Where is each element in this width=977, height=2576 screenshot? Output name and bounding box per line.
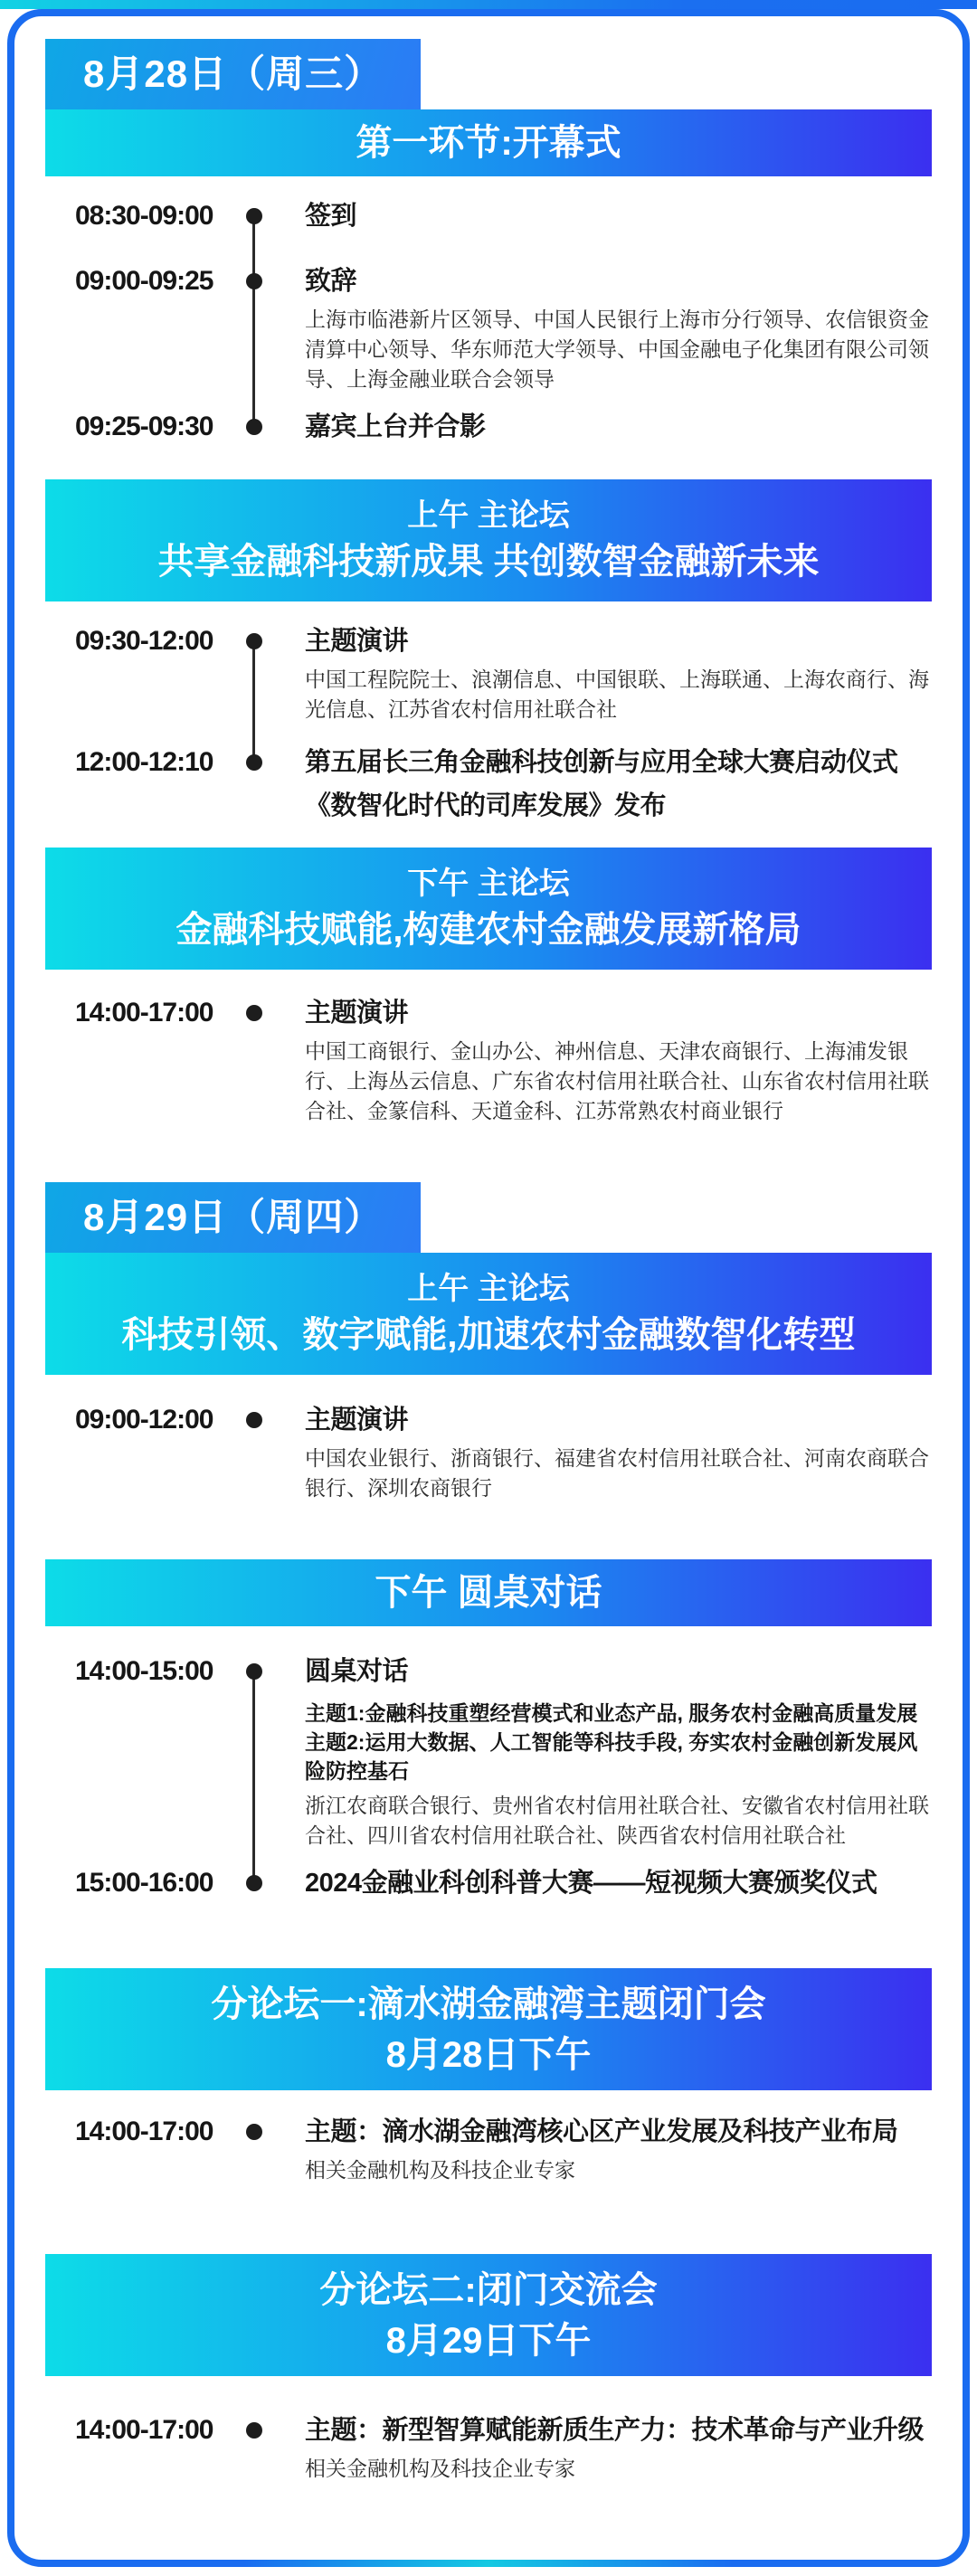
item-participants: 相关金融机构及科技企业专家	[305, 2457, 575, 2480]
timeline-group	[45, 995, 932, 1126]
timeline-dot	[246, 1663, 262, 1680]
timeline-row	[45, 263, 932, 409]
time-label: 14:00-17:00	[75, 2415, 213, 2445]
item-title: 主题演讲	[305, 1406, 409, 1435]
item-title: 主题演讲	[305, 999, 409, 1028]
timeline-row	[45, 2412, 932, 2484]
timeline-row	[45, 995, 932, 1126]
item-title: 2024金融业科创科普大赛——短视频大赛颁奖仪式	[305, 1869, 877, 1898]
item-title: 嘉宾上台并合影	[305, 412, 486, 441]
time-label: 09:30-12:00	[75, 626, 213, 656]
time-label: 14:00-17:00	[75, 2117, 213, 2146]
agenda-card	[7, 9, 970, 2567]
item-title: 主题：新型智算赋能新质生产力：技术革命与产业升级	[305, 2416, 925, 2445]
timeline-dot	[246, 208, 262, 224]
item-topics	[305, 1699, 932, 1785]
timeline-row	[45, 1865, 932, 1901]
section-bar-line: 金融科技赋能,构建农村金融发展新格局	[175, 910, 802, 950]
timeline-group	[45, 2412, 932, 2484]
section-bar-line: 上午 主论坛	[407, 1272, 570, 1306]
item-participants: 中国工程院院士、浪潮信息、中国银联、上海联通、上海农商行、海光信息、江苏省农村信用社联合社	[305, 668, 929, 721]
timeline-group	[45, 2114, 932, 2185]
item-title: 主题演讲	[305, 627, 409, 656]
item-title: 致辞	[305, 267, 357, 296]
item-participants: 浙江农商联合银行、贵州省农村信用社联合社、安徽省农村信用社联合社、四川省农村信用社联合社、陕西省农村信用社联合社	[305, 1794, 929, 1847]
timeline-row	[45, 2114, 932, 2185]
item-title: 签到	[305, 202, 357, 231]
section-bar-line: 分论坛一:滴水湖金融湾主题闭门会	[211, 1984, 766, 2024]
item-topic-line: 主题2:运用大数据、人工智能等科技手段, 夯实农村金融创新发展风险防控基石	[305, 1730, 918, 1783]
timeline-row	[45, 198, 932, 263]
section-bar	[45, 2254, 932, 2376]
item-topic-line: 主题1:金融科技重塑经营模式和业态产品, 服务农村金融高质量发展	[305, 1701, 918, 1725]
day-badge: 8月29日（周四）	[45, 1182, 421, 1253]
timeline-group	[45, 1653, 932, 1901]
section-bar	[45, 1968, 932, 2090]
section-bar-line: 第一环节:开幕式	[356, 123, 621, 163]
timeline-group	[45, 1402, 932, 1503]
section-bar	[45, 1253, 932, 1375]
timeline-row	[45, 1653, 932, 1865]
time-label: 09:00-12:00	[75, 1405, 213, 1435]
item-title: 第五届长三角金融科技创新与应用全球大赛启动仪式	[305, 748, 898, 777]
timeline-row	[45, 1402, 932, 1503]
timeline-dot	[246, 2124, 262, 2140]
timeline-group	[45, 198, 932, 445]
section-bar	[45, 1559, 932, 1626]
time-label: 09:25-09:30	[75, 412, 213, 441]
timeline-dot	[246, 1005, 262, 1021]
section-bar	[45, 109, 932, 176]
day-badge: 8月28日（周三）	[45, 39, 421, 109]
item-title: 圆桌对话	[305, 1657, 409, 1686]
timeline-dot	[246, 633, 262, 649]
item-participants: 中国农业银行、浙商银行、福建省农村信用社联合社、河南农商联合银行、深圳农商银行	[305, 1446, 929, 1500]
section-bar-line: 共享金融科技新成果 共创数智金融新未来	[157, 542, 820, 582]
timeline-dot	[246, 1875, 262, 1891]
timeline-dot	[246, 1412, 262, 1428]
timeline-dot	[246, 419, 262, 435]
item-title: 主题：滴水湖金融湾核心区产业发展及科技产业布局	[305, 2117, 898, 2146]
section-bar	[45, 848, 932, 970]
section-bar-line: 上午 主论坛	[407, 498, 570, 533]
time-label: 08:30-09:00	[75, 201, 213, 231]
timeline-row	[45, 623, 932, 744]
section-bar-line: 下午 圆桌对话	[375, 1573, 602, 1613]
section-bar-line: 8月28日下午	[385, 2035, 592, 2075]
item-participants: 相关金融机构及科技企业专家	[305, 2158, 575, 2182]
time-label: 14:00-17:00	[75, 998, 213, 1028]
timeline-dot	[246, 273, 262, 289]
item-title-line2: 《数智化时代的司库发展》发布	[305, 791, 667, 820]
time-label: 14:00-15:00	[75, 1656, 213, 1686]
timeline-row	[45, 409, 932, 445]
timeline-dot	[246, 2422, 262, 2439]
time-label: 15:00-16:00	[75, 1868, 213, 1898]
timeline-dot	[246, 754, 262, 771]
section-bar-line: 科技引领、数字赋能,加速农村金融数智化转型	[121, 1315, 856, 1355]
top-gradient-strip	[0, 0, 977, 9]
section-bar	[45, 479, 932, 601]
bottom-border-glow	[244, 2560, 733, 2567]
item-participants: 上海市临港新片区领导、中国人民银行上海市分行领导、农信银资金清算中心领导、华东师范大学领导、中国金融电子化集团有限公司领导、上海金融业联合会领导	[305, 308, 929, 391]
section-bar-line: 分论坛二:闭门交流会	[319, 2270, 658, 2310]
time-label: 12:00-12:10	[75, 747, 213, 777]
item-participants: 中国工商银行、金山办公、神州信息、天津农商银行、上海浦发银行、上海丛云信息、广东省农村信用社联合社、山东省农村信用社联合社、金篆信科、天道金科、江苏常熟农村商业银行	[305, 1039, 929, 1122]
timeline-group	[45, 623, 932, 826]
time-label: 09:00-09:25	[75, 266, 213, 296]
timeline-row	[45, 744, 932, 826]
section-bar-line: 下午 主论坛	[407, 867, 570, 901]
section-bar-line: 8月29日下午	[385, 2321, 592, 2361]
